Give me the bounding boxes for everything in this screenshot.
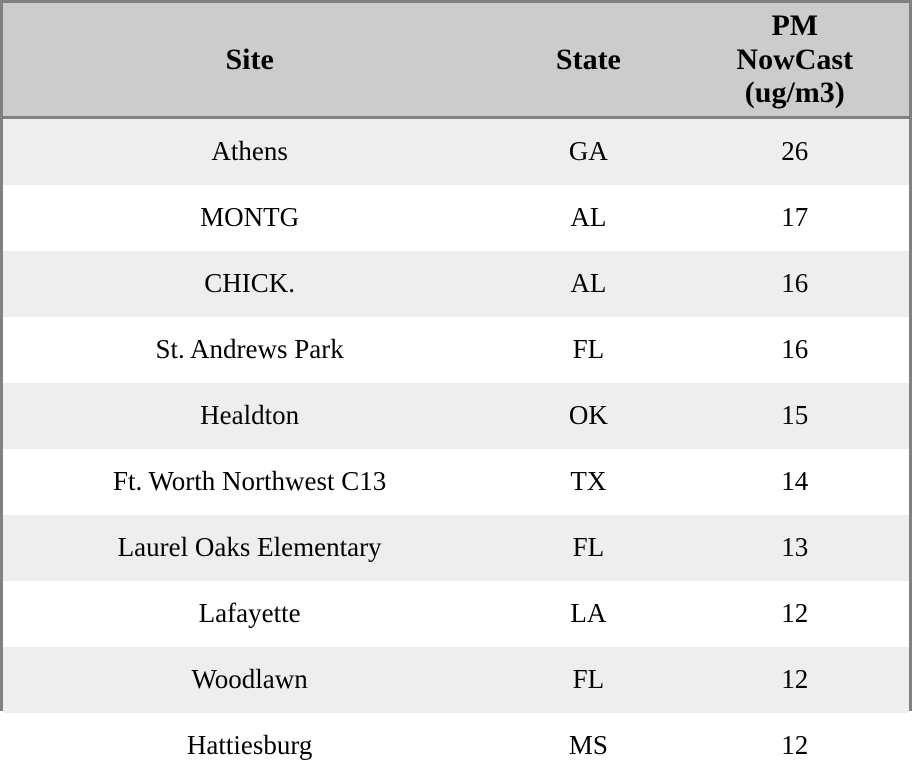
cell-value: 15 bbox=[681, 383, 909, 449]
column-header-state: State bbox=[496, 3, 680, 117]
cell-state: MS bbox=[496, 713, 680, 779]
cell-state: GA bbox=[496, 117, 680, 185]
table-row bbox=[3, 449, 909, 515]
cell-state: FL bbox=[496, 515, 680, 581]
cell-site: Healdton bbox=[3, 383, 496, 449]
cell-state: LA bbox=[496, 581, 680, 647]
cell-value: 17 bbox=[681, 185, 909, 251]
table-row bbox=[3, 713, 909, 779]
table-row bbox=[3, 383, 909, 449]
cell-site: Ft. Worth Northwest C13 bbox=[3, 449, 496, 515]
cell-site: St. Andrews Park bbox=[3, 317, 496, 383]
cell-state: FL bbox=[496, 317, 680, 383]
cell-state: OK bbox=[496, 383, 680, 449]
cell-value: 12 bbox=[681, 581, 909, 647]
cell-site: Lafayette bbox=[3, 581, 496, 647]
table-row bbox=[3, 185, 909, 251]
cell-value: 13 bbox=[681, 515, 909, 581]
table-row bbox=[3, 251, 909, 317]
column-header-pm-nowcast bbox=[681, 3, 909, 117]
table-row bbox=[3, 581, 909, 647]
cell-site: MONTG bbox=[3, 185, 496, 251]
table-header bbox=[3, 3, 909, 117]
table-body bbox=[3, 117, 909, 779]
cell-value: 26 bbox=[681, 117, 909, 185]
table-row bbox=[3, 515, 909, 581]
cell-value: 16 bbox=[681, 317, 909, 383]
table-header-row bbox=[3, 3, 909, 117]
cell-value: 14 bbox=[681, 449, 909, 515]
cell-value: 12 bbox=[681, 713, 909, 779]
column-header-pm-nowcast-line3: (ug/m3) bbox=[744, 76, 845, 110]
table-row bbox=[3, 117, 909, 185]
cell-value: 16 bbox=[681, 251, 909, 317]
cell-site: Hattiesburg bbox=[3, 713, 496, 779]
cell-site: Athens bbox=[3, 117, 496, 185]
pm-nowcast-table bbox=[3, 3, 909, 779]
column-header-site: Site bbox=[3, 3, 496, 117]
cell-site: Woodlawn bbox=[3, 647, 496, 713]
cell-site: Laurel Oaks Elementary bbox=[3, 515, 496, 581]
cell-state: FL bbox=[496, 647, 680, 713]
cell-site: CHICK. bbox=[3, 251, 496, 317]
cell-state: TX bbox=[496, 449, 680, 515]
column-header-pm-nowcast-line1: PM bbox=[771, 9, 819, 42]
column-header-pm-nowcast-line2: NowCast bbox=[736, 42, 854, 76]
table-row bbox=[3, 647, 909, 713]
cell-state: AL bbox=[496, 185, 680, 251]
table-row bbox=[3, 317, 909, 383]
cell-state: AL bbox=[496, 251, 680, 317]
cell-value: 12 bbox=[681, 647, 909, 713]
